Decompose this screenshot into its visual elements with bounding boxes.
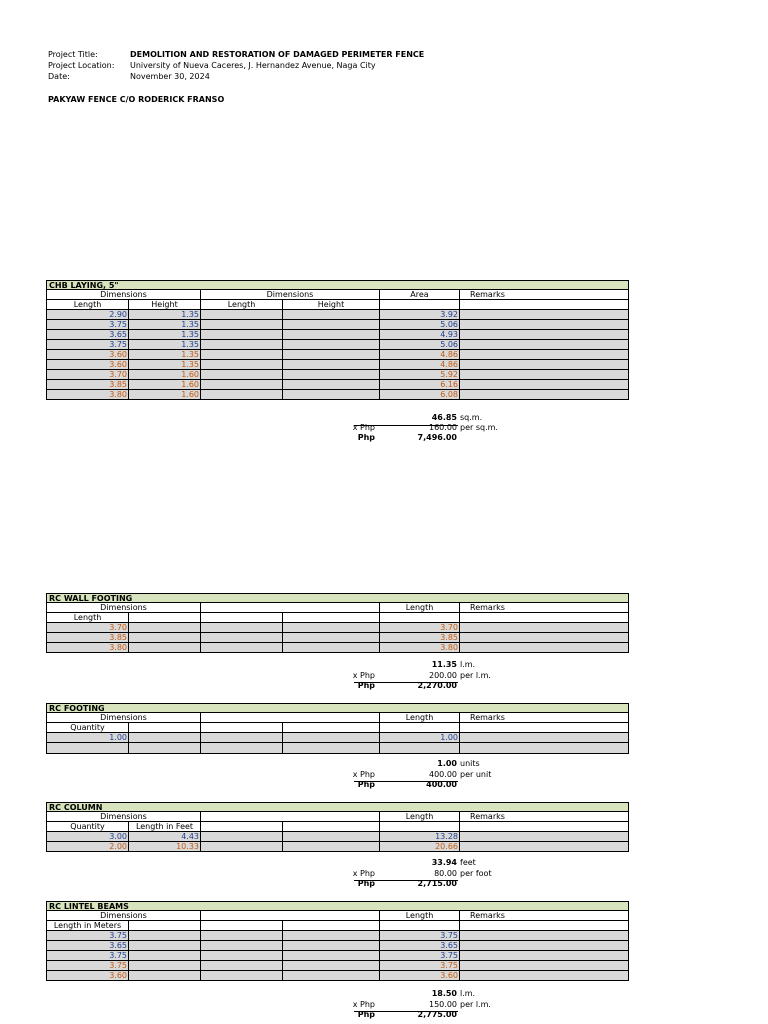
subheader-row xyxy=(46,921,629,931)
area-cell: 4.86 xyxy=(379,360,459,369)
dimensions-header: Dimensions xyxy=(100,713,147,722)
chb-total: 46.85 xyxy=(431,413,457,422)
table-row xyxy=(46,350,629,360)
table-row xyxy=(46,971,629,981)
length-in-feet-cell: 10.33 xyxy=(128,842,200,851)
chb-total-unit: sq.m. xyxy=(460,413,483,422)
length-cell: 3.60 xyxy=(109,350,127,359)
quantity-cell: 3.00 xyxy=(109,832,127,841)
ft-total-unit: units xyxy=(460,759,480,768)
wf-rate: 200.00 xyxy=(429,671,457,680)
section-title: RC FOOTING xyxy=(46,703,629,713)
table-row xyxy=(46,961,629,971)
table-row xyxy=(46,733,629,743)
height-cell: 1.35 xyxy=(128,330,200,339)
length-header: Length xyxy=(379,603,459,612)
header-row xyxy=(46,603,629,613)
chb-rows xyxy=(46,310,629,400)
table-row xyxy=(46,623,629,633)
height-cell: 1.35 xyxy=(128,360,200,369)
length-cell: 3.60 xyxy=(109,360,127,369)
wf-rate-label: x Php xyxy=(352,671,375,680)
col-total: 33.94 xyxy=(431,858,457,867)
chb-rate-unit: per sq.m. xyxy=(460,423,498,432)
subheader-row xyxy=(46,613,629,623)
ft-php-label: Php xyxy=(357,780,375,789)
length-header: Length xyxy=(379,911,459,920)
lb-php-label: Php xyxy=(357,1010,375,1019)
dimensions-header: Dimensions xyxy=(100,290,147,299)
height-cell: 1.60 xyxy=(128,380,200,389)
remarks-header: Remarks xyxy=(459,911,628,920)
height-cell: 1.60 xyxy=(128,370,200,379)
area-cell: 5.06 xyxy=(379,340,459,349)
area-cell: 6.16 xyxy=(379,380,459,389)
rc-column-table xyxy=(46,802,629,852)
area-cell: 3.92 xyxy=(379,310,459,319)
length-in-meters-cell: 3.75 xyxy=(109,961,127,970)
length-in-meters-cell: 3.60 xyxy=(109,971,127,980)
date-label: Date: xyxy=(48,72,70,81)
quantity-col-header: Quantity xyxy=(70,822,105,831)
lb-rate: 150.00 xyxy=(429,1000,457,1009)
table-row xyxy=(46,380,629,390)
table-row xyxy=(46,832,629,842)
project-title-label: Project Title: xyxy=(48,50,98,59)
table-row xyxy=(46,743,629,754)
length-cell: 3.75 xyxy=(379,931,459,940)
col-amount: 2,715.00 xyxy=(417,879,457,888)
length-total-cell: 3.85 xyxy=(379,633,459,642)
lb-total-unit: l.m. xyxy=(460,989,476,998)
height-cell: 1.60 xyxy=(128,390,200,399)
area-cell: 5.06 xyxy=(379,320,459,329)
ft-rate: 400.00 xyxy=(429,770,457,779)
length-cell: 3.85 xyxy=(109,633,127,642)
length-in-meters-cell: 3.75 xyxy=(109,931,127,940)
subheader-row xyxy=(46,822,629,832)
length-cell: 3.85 xyxy=(109,380,127,389)
lb-rate-unit: per l.m. xyxy=(460,1000,491,1009)
table-row xyxy=(46,951,629,961)
length-cell: 3.80 xyxy=(109,643,127,652)
wall-footing-rows xyxy=(46,623,629,653)
length-cell: 13.28 xyxy=(379,832,459,841)
length-cell: 3.75 xyxy=(379,961,459,970)
area-header: Area xyxy=(379,290,459,299)
col-rate-unit: per foot xyxy=(460,869,492,878)
subheader-row xyxy=(46,300,629,310)
length-cell: 3.70 xyxy=(109,623,127,632)
project-location: University of Nueva Caceres, J. Hernandez Avenue, Naga City xyxy=(130,61,376,70)
height-cell: 1.35 xyxy=(128,320,200,329)
height-col-header-2: Height xyxy=(282,300,379,309)
col-php-label: Php xyxy=(357,879,375,888)
lb-total: 18.50 xyxy=(431,989,457,998)
length-in-meters-col-header: Length in Meters xyxy=(53,921,122,930)
chb-laying-table xyxy=(46,280,629,400)
table-row xyxy=(46,390,629,400)
section-title: RC COLUMN xyxy=(46,802,629,812)
chb-rate: 160.00 xyxy=(429,423,457,432)
dimensions-header-2: Dimensions xyxy=(200,290,379,299)
length-cell: 3.75 xyxy=(109,340,127,349)
table-row xyxy=(46,360,629,370)
chb-rate-label: x Php xyxy=(352,423,375,432)
height-cell: 1.35 xyxy=(128,340,200,349)
table-row xyxy=(46,643,629,653)
length-in-meters-cell: 3.75 xyxy=(109,951,127,960)
wf-amount: 2,270.00 xyxy=(417,681,457,690)
length-col-header: Length xyxy=(73,300,102,309)
column-rows xyxy=(46,832,629,852)
length-in-feet-cell: 4.43 xyxy=(128,832,200,841)
area-cell: 6.08 xyxy=(379,390,459,399)
table-row xyxy=(46,370,629,380)
length-header: Length xyxy=(379,812,459,821)
length-cell: 1.00 xyxy=(379,733,459,742)
length-total-cell: 3.70 xyxy=(379,623,459,632)
wf-rate-unit: per l.m. xyxy=(460,671,491,680)
area-cell: 4.93 xyxy=(379,330,459,339)
length-col-header-2: Length xyxy=(200,300,282,309)
header-row xyxy=(46,713,629,723)
contractor-line: PAKYAW FENCE C/O RODERICK FRANSO xyxy=(48,95,225,104)
table-row xyxy=(46,842,629,852)
quantity-cell: 1.00 xyxy=(109,733,127,742)
ft-amount: 400.00 xyxy=(426,780,457,789)
ft-total: 1.00 xyxy=(437,759,457,768)
section-title: RC WALL FOOTING xyxy=(46,593,629,603)
length-cell: 2.90 xyxy=(109,310,127,319)
dimensions-header: Dimensions xyxy=(100,911,147,920)
height-col-header: Height xyxy=(128,300,200,309)
dimensions-header: Dimensions xyxy=(100,603,147,612)
length-cell: 3.80 xyxy=(109,390,127,399)
table-row xyxy=(46,931,629,941)
lintel-rows xyxy=(46,931,629,981)
rc-footing-table xyxy=(46,703,629,754)
length-cell: 3.65 xyxy=(109,330,127,339)
rc-wall-footing-table xyxy=(46,593,629,653)
col-rate: 80.00 xyxy=(434,869,457,878)
table-row xyxy=(46,340,629,350)
rc-lintel-beams-table xyxy=(46,901,629,981)
header-row xyxy=(46,911,629,921)
height-cell: 1.35 xyxy=(128,310,200,319)
section-title: CHB LAYING, 5" xyxy=(46,280,629,290)
length-cell: 20.66 xyxy=(379,842,459,851)
chb-amount: 7,496.00 xyxy=(417,433,457,442)
quantity-cell: 2.00 xyxy=(109,842,127,851)
col-total-unit: feet xyxy=(460,858,476,867)
table-row xyxy=(46,320,629,330)
table-row xyxy=(46,941,629,951)
quantity-col-header: Quantity xyxy=(70,723,105,732)
header-row xyxy=(46,812,629,822)
wf-total-unit: l.m. xyxy=(460,660,476,669)
col-rate-label: x Php xyxy=(352,869,375,878)
length-cell: 3.75 xyxy=(109,320,127,329)
ft-rate-label: x Php xyxy=(352,770,375,779)
length-total-cell: 3.80 xyxy=(379,643,459,652)
area-cell: 5.92 xyxy=(379,370,459,379)
chb-php-label: Php xyxy=(357,433,375,442)
dimensions-header: Dimensions xyxy=(100,812,147,821)
length-header: Length xyxy=(379,713,459,722)
date-value: November 30, 2024 xyxy=(130,72,210,81)
area-cell: 4.86 xyxy=(379,350,459,359)
remarks-header: Remarks xyxy=(459,812,628,821)
header-row xyxy=(46,290,629,300)
length-col-header: Length xyxy=(73,613,102,622)
lb-amount: 2,775.00 xyxy=(417,1010,457,1019)
height-cell: 1.35 xyxy=(128,350,200,359)
table-row xyxy=(46,633,629,643)
length-cell: 3.65 xyxy=(379,941,459,950)
wf-php-label: Php xyxy=(357,681,375,690)
length-cell: 3.75 xyxy=(379,951,459,960)
table-row xyxy=(46,330,629,340)
lb-rate-label: x Php xyxy=(352,1000,375,1009)
length-cell: 3.60 xyxy=(379,971,459,980)
remarks-header: Remarks xyxy=(459,713,628,722)
table-row xyxy=(46,310,629,320)
length-in-meters-cell: 3.65 xyxy=(109,941,127,950)
project-title: DEMOLITION AND RESTORATION OF DAMAGED PERIMETER FENCE xyxy=(130,50,425,59)
project-location-label: Project Location: xyxy=(48,61,115,70)
remarks-header: Remarks xyxy=(459,290,628,299)
remarks-header: Remarks xyxy=(459,603,628,612)
length-in-feet-col-header: Length in Feet xyxy=(128,822,200,831)
section-title: RC LINTEL BEAMS xyxy=(46,901,629,911)
wf-total: 11.35 xyxy=(431,660,457,669)
length-cell: 3.70 xyxy=(109,370,127,379)
ft-rate-unit: per unit xyxy=(460,770,492,779)
subheader-row xyxy=(46,723,629,733)
